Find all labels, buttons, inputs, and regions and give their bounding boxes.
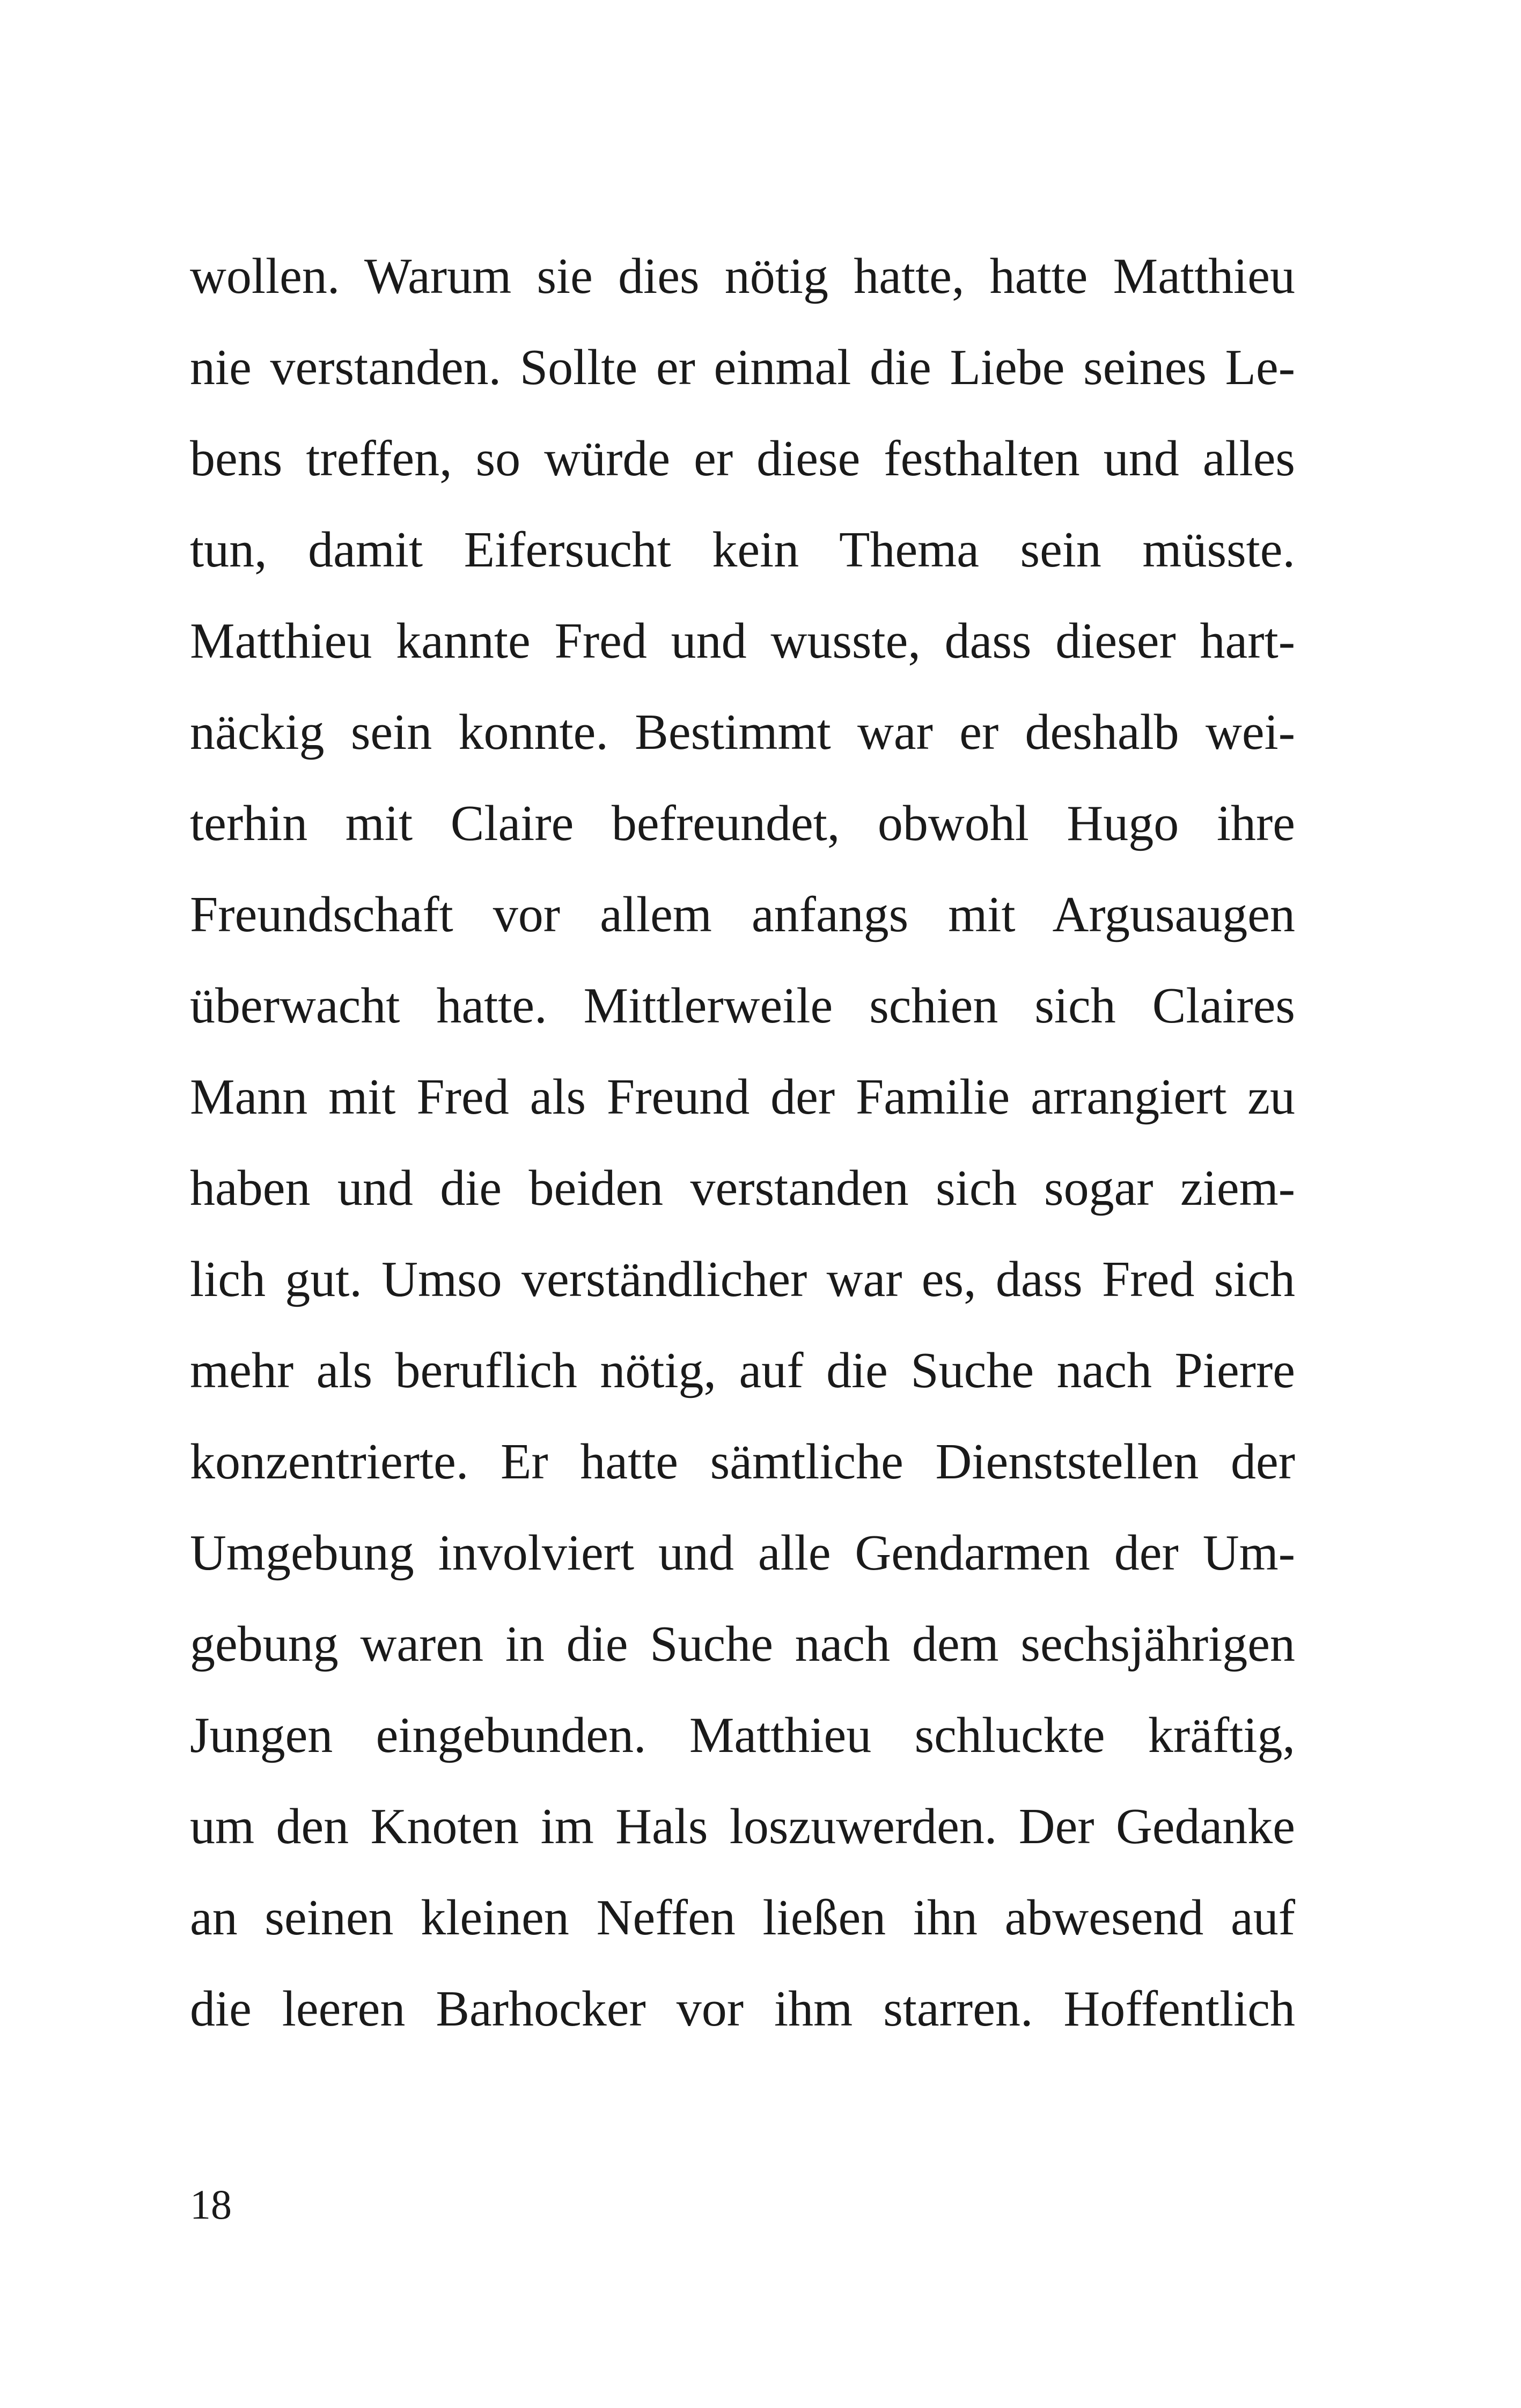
text-line: an seinen kleinen Neffen ließen ihn abwesend auf [190,1890,1295,1946]
text-line: konzentrierte. Er hatte sämtliche Dienststellen der [190,1434,1295,1490]
text-line: überwacht hatte. Mittlerweile schien sich Claires [190,978,1295,1034]
text-line: die leeren Barhocker vor ihm starren. Hoffentlich [190,1981,1295,2037]
text-line: nie verstanden. Sollte er einmal die Liebe seines Le- [190,340,1295,395]
text-line: Umgebung involviert und alle Gendarmen der Um- [190,1525,1295,1581]
text-line: näckig sein konnte. Bestimmt war er deshalb wei- [190,704,1295,760]
text-line: gebung waren in die Suche nach dem sechsjährigen [190,1616,1295,1672]
text-line: um den Knoten im Hals loszuwerden. Der Gedanke [190,1799,1295,1854]
text-line: Jungen eingebunden. Matthieu schluckte kräftig, [190,1707,1295,1763]
text-line: bens treffen, so würde er diese festhalten und alles [190,431,1295,487]
text-line: wollen. Warum sie dies nötig hatte, hatte Matthieu [190,248,1295,304]
text-line: Matthieu kannte Fred und wusste, dass dieser hart- [190,613,1295,669]
text-line: lich gut. Umso verständlicher war es, dass Fred sich [190,1251,1295,1307]
text-line: Freundschaft vor allem anfangs mit Argusaugen [190,887,1295,942]
body-text [190,231,1295,2054]
text-line: Mann mit Fred als Freund der Familie arrangiert zu [190,1069,1295,1125]
text-line: haben und die beiden verstanden sich sogar ziem- [190,1160,1295,1216]
page-number: 18 [190,2181,232,2228]
text-line: mehr als beruflich nötig, auf die Suche nach Pierre [190,1343,1295,1398]
text-line: tun, damit Eifersucht kein Thema sein müsste. [190,522,1295,578]
text-line: terhin mit Claire befreundet, obwohl Hugo ihre [190,796,1295,851]
